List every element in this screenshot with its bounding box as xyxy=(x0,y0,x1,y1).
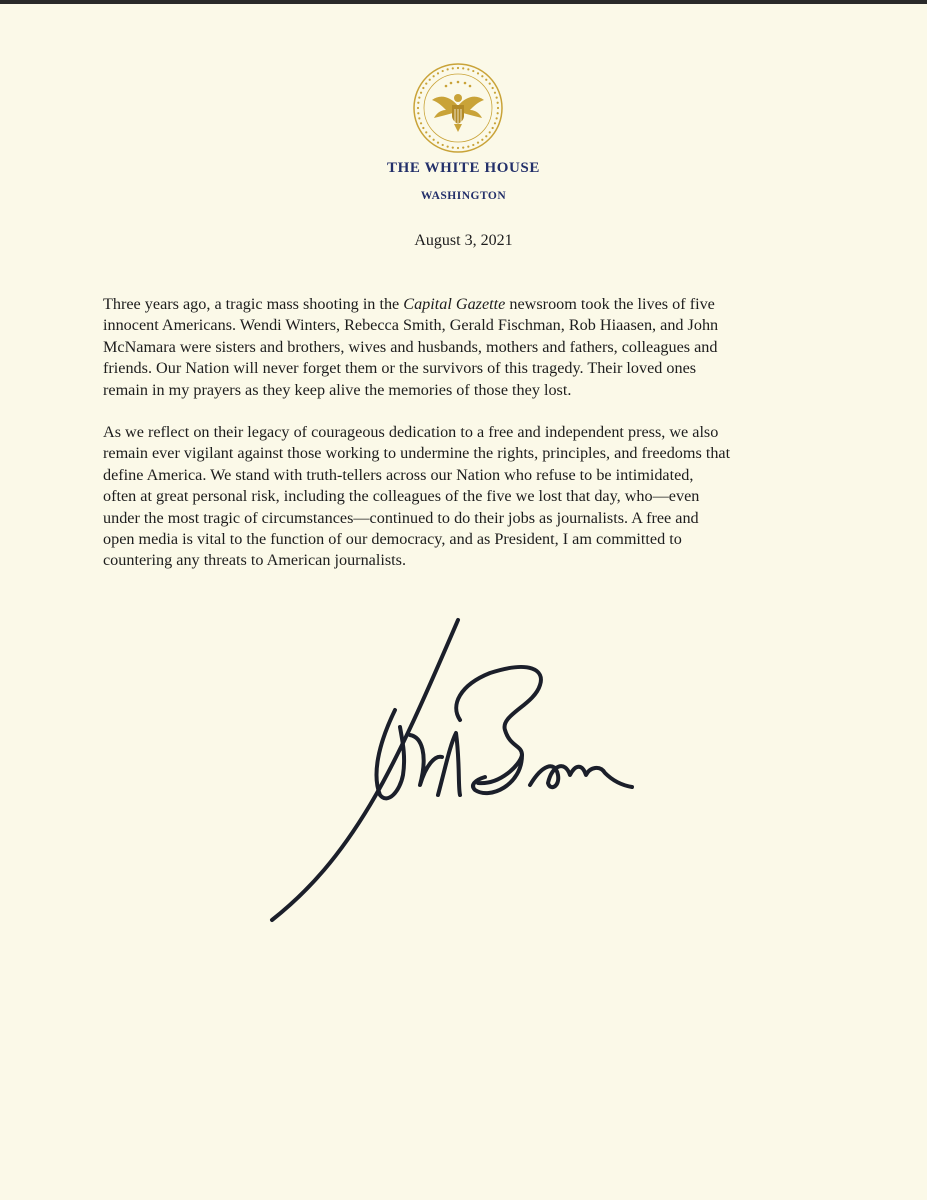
presidential-seal-icon xyxy=(410,60,506,156)
paragraph-line: friends. Our Nation will never forget them or the survivors of this tragedy. Their loved ones xyxy=(103,359,697,378)
paragraph-line: remain in my prayers as they keep alive the memories of those they lost. xyxy=(103,380,572,399)
paragraph-gap xyxy=(103,401,843,422)
paragraph xyxy=(103,422,843,572)
letter-date: August 3, 2021 xyxy=(414,232,513,249)
letterhead-subtitle: WASHINGTON xyxy=(420,190,507,202)
paragraph-line: As we reflect on their legacy of courageous dedication to a free and independent press, we also xyxy=(103,423,719,442)
line-text: Three years ago, a tragic mass shooting in the xyxy=(103,295,404,313)
paragraph-line: under the most tragic of circumstances—continued to do their jobs as journalists. A free and xyxy=(103,508,699,527)
letter-body xyxy=(103,294,843,572)
paragraph-line: remain ever vigilant against those working to undermine the rights, principles, and freedoms that xyxy=(103,444,731,463)
paragraph-line: open media is vital to the function of our democracy, and as President, I am committed to xyxy=(103,530,682,549)
paragraph-line: McNamara were sisters and brothers, wives and husbands, mothers and fathers, colleagues and xyxy=(103,337,718,356)
publication-name: Capital Gazette xyxy=(403,295,506,313)
paragraph xyxy=(103,294,843,401)
paragraph-line: innocent Americans. Wendi Winters, Rebecca Smith, Gerald Fischman, Rob Hiaasen, and John xyxy=(103,316,719,335)
paragraph-line: often at great personal risk, including the colleagues of the five we lost that day, who—even xyxy=(103,487,700,506)
paragraph-line xyxy=(103,294,843,315)
signature xyxy=(260,615,650,935)
page-top-edge xyxy=(0,0,927,4)
paragraph-line: define America. We stand with truth-tellers across our Nation who refuse to be intimidated, xyxy=(103,465,694,484)
letterhead-title: THE WHITE HOUSE xyxy=(387,160,540,176)
line-text: newsroom took the lives of five xyxy=(505,295,715,313)
paragraph-line: countering any threats to American journalists. xyxy=(103,551,406,570)
